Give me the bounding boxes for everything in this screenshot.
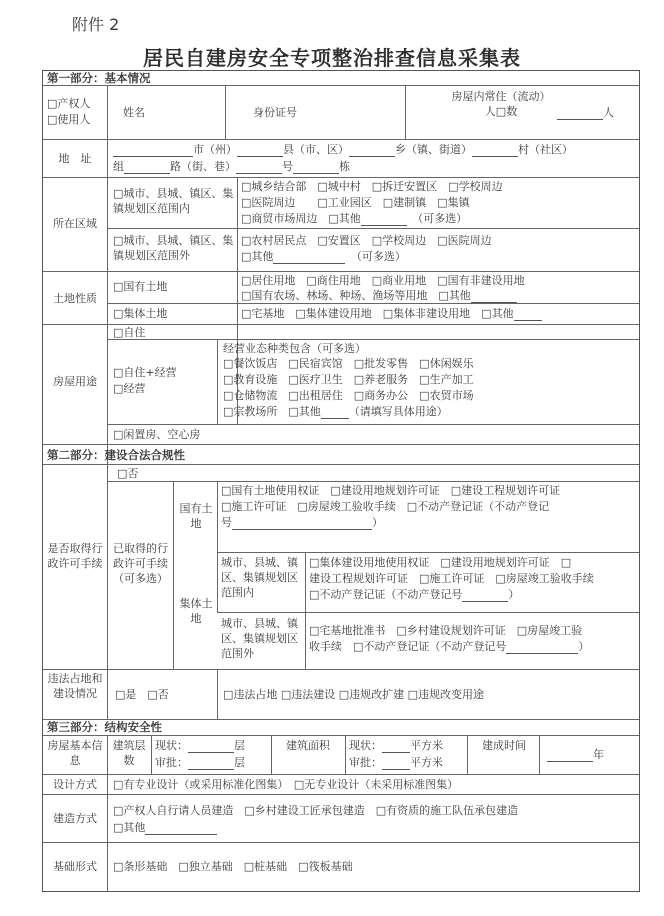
permit-coll-in-register: □不动产登记证（不动产登记号 [309, 588, 463, 601]
floors-review-field[interactable] [155, 755, 269, 770]
land-state-line1[interactable]: □居住用地 □商住用地 □商业用地 □国有非建设用地 [241, 274, 525, 287]
violation-label: 违法占地和建设情况 [47, 672, 103, 700]
floors-status-label: 现状： [155, 739, 188, 752]
part2-header: 第二部分：建设合法合规性 [47, 448, 185, 462]
id-number-label: 身份证号 [253, 106, 297, 119]
area-outside-other: □其他 [241, 250, 274, 263]
address-line-1[interactable] [113, 142, 637, 157]
area-inside-other: □商贸市场周边 □其他 [241, 212, 361, 225]
address-label: 地 址 [58, 152, 92, 165]
area-outside-line2[interactable] [241, 249, 637, 264]
permit-coll-in-line1[interactable]: □集体建设用地使用权证 □建设用地规划许可证 □ [309, 556, 572, 569]
business-types-note: （请填写具体用途） [348, 405, 448, 418]
form-title: 居民自建房安全专项整治排查信息采集表 [143, 46, 521, 70]
area-status-field[interactable] [349, 738, 467, 753]
basic-info-label: 房屋基本信息 [47, 739, 103, 767]
violation-yes-no[interactable]: □是 □否 [115, 688, 169, 701]
land-collective-options: □宅基地 □集体建设用地 □集体非建设用地 □其他 [241, 307, 514, 320]
permit-coll-out-register: 收手续 □不动产登记证（不动产登记号 [309, 640, 507, 653]
part3-header: 第三部分：结构安全性 [47, 720, 162, 734]
business-types-row-2[interactable]: □教育设施 □医疗卫生 □养老服务 □生产加工 [223, 373, 474, 386]
floors-status-unit: 层 [234, 739, 245, 752]
area-status-label: 现状： [349, 739, 382, 752]
address-village-suffix: 村（社区） [518, 143, 573, 156]
area-size-label: 建筑面积 [286, 739, 330, 752]
area-review-field[interactable] [349, 755, 467, 770]
area-inside-line2[interactable]: □医院周边 □工业园区 □建制镇 □集镇 [241, 196, 470, 209]
role-user-checkbox[interactable]: □使用人 [47, 113, 91, 126]
violation-items[interactable]: □违法占地 □违法建设 □违规改扩建 □违规改变用途 [223, 688, 485, 701]
business-types-other: □宗教场所 □其他 [223, 405, 321, 418]
permit-collective-land-label: 集体土地 [179, 597, 213, 625]
area-label: 所在区域 [53, 217, 97, 230]
foundation-label: 基础形式 [53, 860, 97, 873]
build-method-other: □其他 [113, 821, 146, 834]
floors-label: 建筑层数 [112, 739, 146, 767]
use-label: 房屋用途 [53, 375, 97, 388]
permit-coll-out-label: 城市、县城、镇区、集镇规划区范围外 [221, 617, 298, 660]
land-collective-checkbox[interactable]: □集体土地 [113, 307, 168, 320]
use-business-checkbox[interactable]: □经营 [113, 382, 146, 395]
built-year-field[interactable] [547, 747, 637, 762]
address-building-suffix: 栋 [339, 160, 350, 173]
floors-review-label: 审批： [155, 756, 188, 769]
attachment-number: 附件 2 [72, 15, 120, 34]
address-road-suffix: 路（街、巷） [170, 160, 236, 173]
built-year-label: 建成时间 [482, 739, 526, 752]
area-outside-checkbox[interactable]: □城市、县城、镇区、集镇规划区范围外 [113, 234, 234, 262]
business-types-row-4[interactable] [223, 404, 637, 419]
area-inside-line3[interactable] [241, 211, 637, 226]
land-collective-line[interactable] [241, 306, 637, 321]
permit-state-line1[interactable]: □国有土地使用权证 □建设用地规划许可证 □建设工程规划许可证 [221, 484, 561, 497]
area-outside-line1[interactable]: □农村居民点 □安置区 □学校周边 □医院周边 [241, 234, 492, 247]
permit-state-line3[interactable]: 号 ） [221, 516, 383, 529]
land-state-other: □国有农场、林场、种场、渔场等用地 □其他 [241, 289, 471, 302]
use-idle-checkbox[interactable]: □闲置房、空心房 [113, 428, 201, 441]
address-city-suffix: 市（州） [193, 143, 237, 156]
area-inside-checkbox[interactable]: □城市、县城、镇区、集镇规划区范围内 [113, 187, 234, 215]
area-inside-multi-note: （可多选） [417, 212, 468, 225]
permit-state-land-label: 国有土地 [179, 502, 213, 530]
resident-count-label: 房屋内常住（流动）人□数 [451, 90, 551, 118]
business-types-row-1[interactable]: □餐饮饭店 □民宿宾馆 □批发零售 □休闲娱乐 [223, 357, 474, 370]
business-types-header: 经营业态种类包含（可多选） [223, 342, 366, 355]
area-outside-multi-note: （可多选） [356, 250, 406, 263]
built-year-unit: 年 [593, 748, 604, 761]
permit-coll-out-line2[interactable]: 收手续 □不动产登记证（不动产登记号 ） [309, 640, 590, 653]
area-review-label: 审批： [349, 756, 382, 769]
area-review-unit: 平方米 [410, 756, 443, 769]
land-state-line2[interactable] [241, 288, 637, 303]
address-line-2[interactable] [113, 159, 637, 174]
part1-header: 第一部分：基本情况 [47, 71, 151, 85]
design-options[interactable]: □有专业设计（或采用标准化图集） □无专业设计（未采用标准图集） [113, 778, 459, 791]
use-self-business-checkbox[interactable]: □自住+经营 [113, 366, 177, 379]
address-number-suffix: 号 [282, 160, 293, 173]
role-owner-checkbox[interactable]: □产权人 [47, 97, 91, 110]
permit-state-register-no: 号 [221, 516, 232, 529]
permit-coll-in-line2[interactable]: 建设工程规划许可证 □施工许可证 □房屋竣工验收手续 [309, 572, 594, 585]
address-town-suffix: 乡（镇、街道） [395, 143, 472, 156]
resident-count-field[interactable] [557, 105, 637, 120]
address-county-suffix: 县（市、区） [283, 143, 349, 156]
area-status-unit: 平方米 [410, 739, 443, 752]
area-inside-line1[interactable]: □城乡结合部 □城中村 □拆迁安置区 □学校周边 [241, 180, 503, 193]
build-method-line2[interactable] [113, 820, 637, 835]
land-state-checkbox[interactable]: □国有土地 [113, 280, 168, 293]
permit-coll-out-line1[interactable]: □宅基地批准书 □乡村建设规划许可证 □房屋竣工验 [309, 624, 583, 637]
permit-obtained-label: 已取得的行政许可手续（可多选） [113, 542, 168, 585]
permit-no-checkbox[interactable]: □否 [117, 467, 139, 480]
foundation-options[interactable]: □条形基础 □独立基础 □桩基础 □筏板基础 [113, 860, 353, 873]
permit-label: 是否取得行政许可手续 [47, 542, 103, 570]
resident-unit: 人 [603, 106, 614, 119]
address-group-suffix: 组 [113, 160, 124, 173]
floors-status-field[interactable] [155, 738, 269, 753]
name-label: 姓名 [123, 106, 145, 119]
floors-review-unit: 层 [234, 756, 245, 769]
permit-coll-in-line3[interactable]: □不动产登记证（不动产登记号 ） [309, 588, 520, 601]
permit-coll-in-label: 城市、县城、镇区、集镇规划区范围内 [221, 556, 298, 599]
use-self-checkbox[interactable]: □自住 [113, 326, 146, 339]
form-table [42, 70, 640, 892]
business-types-row-3[interactable]: □仓储物流 □出租居住 □商务办公 □农贸市场 [223, 389, 474, 402]
permit-state-line2[interactable]: □施工许可证 □房屋竣工验收手续 □不动产登记证（不动产登记 [221, 500, 550, 513]
build-method-line1[interactable]: □产权人自行请人员建造 □乡村建设工匠承包建造 □有资质的施工队伍承包建造 [113, 804, 519, 817]
land-label: 土地性质 [53, 292, 97, 305]
build-method-label: 建造方式 [53, 812, 97, 825]
design-label: 设计方式 [53, 778, 97, 791]
